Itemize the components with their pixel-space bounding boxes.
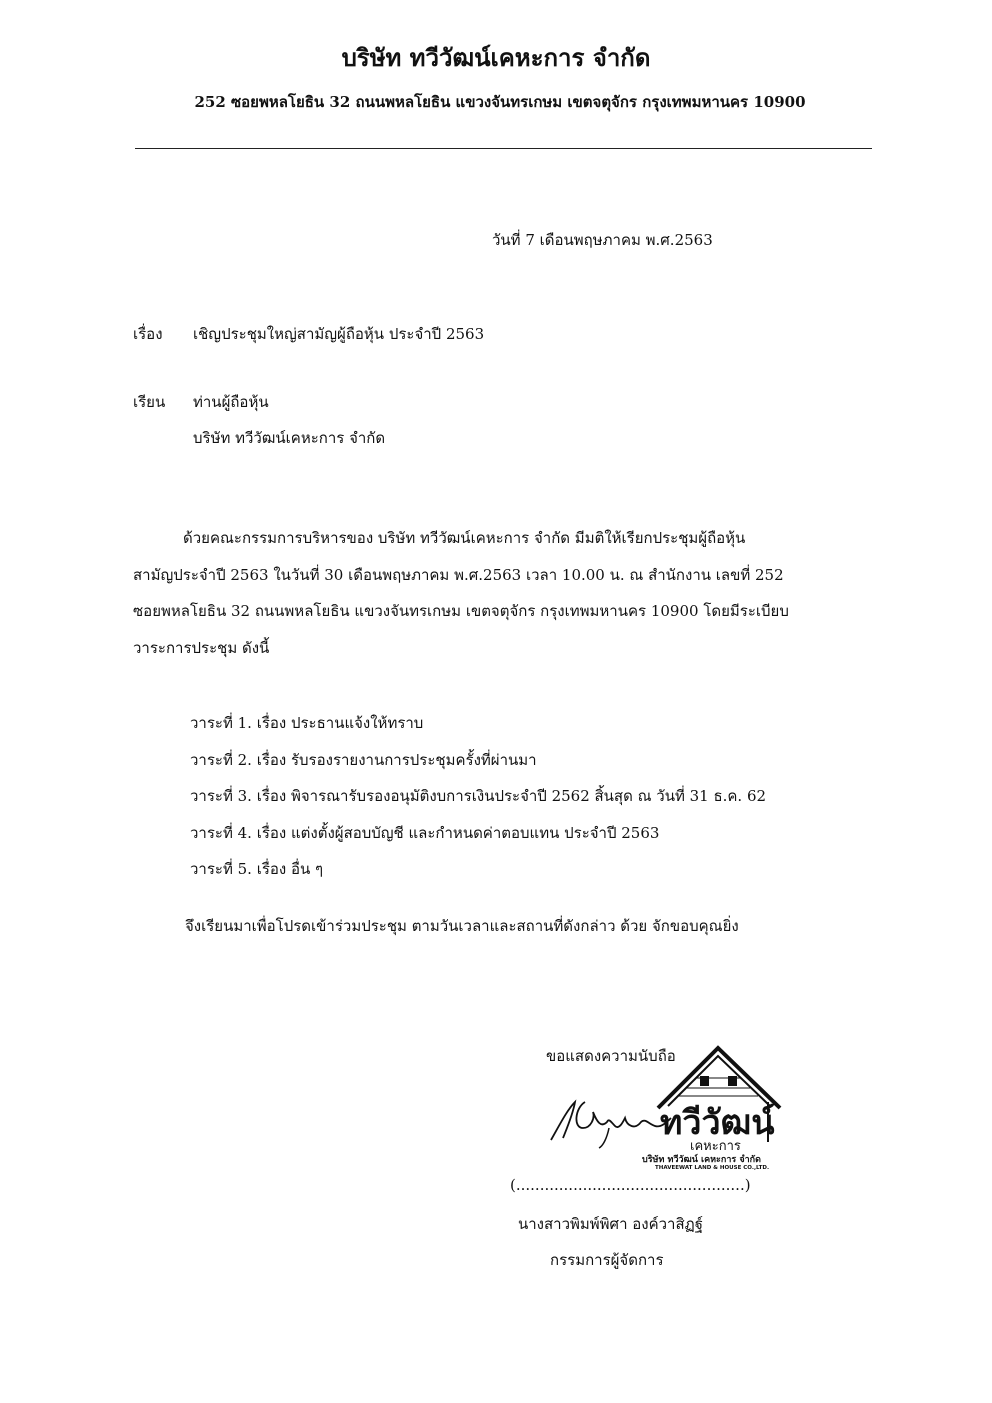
subject-label: เรื่อง: [133, 325, 163, 343]
stamp-company-thai: บริษัท ทวีวัฒน์ เคหะการ จำกัด: [642, 1155, 761, 1165]
subject-row: [133, 322, 484, 346]
signer-title: กรรมการผู้จัดการ: [550, 1251, 664, 1269]
letter-date: วันที่ 7 เดือนพฤษภาคม พ.ศ.2563: [492, 231, 713, 249]
company-name: บริษัท ทวีวัฒน์เคหะการ จำกัด: [341, 43, 651, 72]
regards-text: ขอแสดงความนับถือ: [546, 1047, 676, 1065]
recipient-row: [133, 390, 269, 414]
agenda-item: วาระที่ 5. เรื่อง อื่น ๆ: [190, 860, 324, 878]
paragraph-line: ซอยพหลโยธิน 32 ถนนพหลโยธิน แขวงจันทรเกษม เขตจตุจักร กรุงเทพมหานคร 10900 โดยมีระเบียบ: [133, 602, 789, 620]
signer-name: นางสาวพิมพ์พิศา องค์วาสิฏฐ์: [518, 1215, 703, 1233]
agenda-item: วาระที่ 3. เรื่อง พิจารณารับรองอนุมัติงบการเงินประจำปี 2562 สิ้นสุด ณ วันที่ 31 ธ.ค. 62: [190, 787, 767, 805]
signature-line: (................................................): [510, 1176, 751, 1194]
paragraph-line: วาระการประชุม ดังนี้: [133, 638, 270, 657]
paragraph-line: ด้วยคณะกรรมการบริหารของ บริษัท ทวีวัฒน์เคหะการ จำกัด มีมติให้เรียกประชุมผู้ถือหุ้น: [183, 529, 746, 547]
subject-text: เชิญประชุมใหญ่สามัญผู้ถือหุ้น ประจำปี 2563: [193, 325, 485, 343]
paragraph-line: สามัญประจำปี 2563 ในวันที่ 30 เดือนพฤษภาคม พ.ศ.2563 เวลา 10.00 น. ณ สำนักงาน เลขที่ 252: [133, 565, 784, 584]
recipient-line-2: บริษัท ทวีวัฒน์เคหะการ จำกัด: [193, 429, 386, 447]
company-address: 252 ซอยพหลโยธิน 32 ถนนพหลโยธิน แขวงจันทรเกษม เขตจตุจักร กรุงเทพมหานคร 10900: [194, 93, 806, 111]
recipient-line-1: ท่านผู้ถือหุ้น: [193, 393, 269, 411]
svg-text:เคหะการ: เคหะการ: [690, 1139, 741, 1154]
closing-line: จึงเรียนมาเพื่อโปรดเข้าร่วมประชุม ตามวันเวลาและสถานที่ดังกล่าว ด้วย จักขอบคุณยิ่ง: [185, 917, 739, 935]
agenda-list: [190, 705, 766, 888]
agenda-item: วาระที่ 4. เรื่อง แต่งตั้งผู้สอบบัญชี และกำหนดค่าตอบแทน ประจำปี 2563: [190, 823, 660, 842]
agenda-item: วาระที่ 2. เรื่อง รับรองรายงานการประชุมครั้งที่ผ่านมา: [190, 750, 537, 769]
header-divider: [135, 148, 872, 149]
agenda-item: วาระที่ 1. เรื่อง ประธานแจ้งให้ทราบ: [190, 714, 424, 732]
svg-text:ทวีวัฒน์: ทวีวัฒน์: [660, 1103, 775, 1143]
stamp-company-english: THAVEEWAT LAND & HOUSE CO.,LTD.: [655, 1165, 770, 1171]
body-paragraph: [133, 520, 853, 666]
recipient-label: เรียน: [133, 393, 166, 411]
